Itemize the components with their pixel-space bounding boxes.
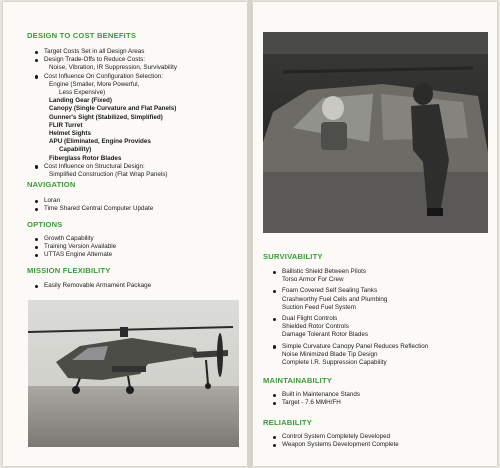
list-item: Gunner's Sight (Stabilized, Simplified) xyxy=(49,113,163,121)
list-item: Simplified Construction (Flat Wrap Panels) xyxy=(49,171,168,179)
helicopter-image-icon xyxy=(28,300,239,447)
list-item: Canopy (Single Curvature and Flat Panels) xyxy=(49,105,177,113)
list-item: Helmet Sights xyxy=(49,130,91,138)
list-item: FLIR Turret xyxy=(49,121,83,129)
list-item: APU (Eliminated, Engine Provides xyxy=(49,138,151,146)
list-item: Easily Removable Armament Package xyxy=(35,282,151,290)
list-item: Growth Capability xyxy=(35,235,116,243)
survivability-list xyxy=(273,268,428,367)
list-item: Less Expensive) xyxy=(59,89,106,97)
list-item: Design Trade-Offs to Reduce Costs: xyxy=(35,56,177,64)
list-item: Simple Curvature Canopy Panel Reduces Reflection xyxy=(273,343,428,351)
list-item: Crashworthy Fuel Cells and Plumbing xyxy=(282,295,388,303)
options-list xyxy=(35,235,116,260)
design-list xyxy=(35,48,177,179)
list-item: Cost Influence on Structural Design: xyxy=(35,163,177,171)
list-item: Control System Completely Developed xyxy=(273,433,399,441)
list-item: Weapon Systems Development Complete xyxy=(273,441,399,449)
list-item: Training Version Available xyxy=(35,243,116,251)
list-item: Landing Gear (Fixed) xyxy=(49,97,112,105)
list-item: Time Shared Central Computer Update xyxy=(35,205,153,213)
helicopter-photo xyxy=(28,300,239,447)
list-item: Engine (Smaller, More Powerful, xyxy=(49,80,140,88)
list-item: Damage Tolerant Rotor Blades xyxy=(282,331,368,339)
cockpit-crew-photo xyxy=(263,32,488,233)
list-item: Target - 7.6 MMH/FH xyxy=(273,399,360,407)
mission-list xyxy=(35,282,151,290)
reliability-list xyxy=(273,433,399,449)
reliability-heading: RELIABILITY xyxy=(263,418,313,427)
list-item: Suction Feed Fuel System xyxy=(282,303,356,311)
list-item: Fiberglass Rotor Blades xyxy=(49,154,122,162)
list-item: Complete I.R. Suppression Capability xyxy=(282,359,387,367)
maintainability-list xyxy=(273,391,360,407)
list-item: Noise Minimized Blade Tip Design xyxy=(282,350,378,358)
list-item: Noise, Vibration, IR Suppression, Survivability xyxy=(49,64,177,72)
options-heading: OPTIONS xyxy=(27,220,63,229)
list-item: Capability) xyxy=(59,146,92,154)
list-item: Foam Covered Self Sealing Tanks xyxy=(273,287,428,295)
list-item: Shielded Rotor Controls xyxy=(282,323,349,331)
list-item: Cost Influence On Configuration Selection: xyxy=(35,73,177,81)
navigation-list xyxy=(35,197,153,213)
maintainability-heading: MAINTAINABILITY xyxy=(263,376,333,385)
list-item: Built in Maintenance Stands xyxy=(273,391,360,399)
list-item: Target Costs Set in all Design Areas xyxy=(35,48,177,56)
cockpit-image-icon xyxy=(263,32,488,233)
survivability-heading: SURVIVABILITY xyxy=(263,252,323,261)
list-item: Dual Flight Controls xyxy=(273,315,428,323)
right-panel xyxy=(253,2,497,466)
navigation-heading: NAVIGATION xyxy=(27,180,76,189)
page-fold xyxy=(248,0,252,468)
design-heading: DESIGN TO COST BENEFITS xyxy=(27,31,137,40)
list-item: Loran xyxy=(35,197,153,205)
left-panel xyxy=(3,2,247,466)
mission-heading: MISSION FLEXIBILITY xyxy=(27,266,111,275)
list-item: Torso Armor For Crew xyxy=(282,276,344,284)
list-item: UTTAS Engine Alternate xyxy=(35,251,116,259)
list-item: Ballistic Shield Between Pilots xyxy=(273,268,428,276)
